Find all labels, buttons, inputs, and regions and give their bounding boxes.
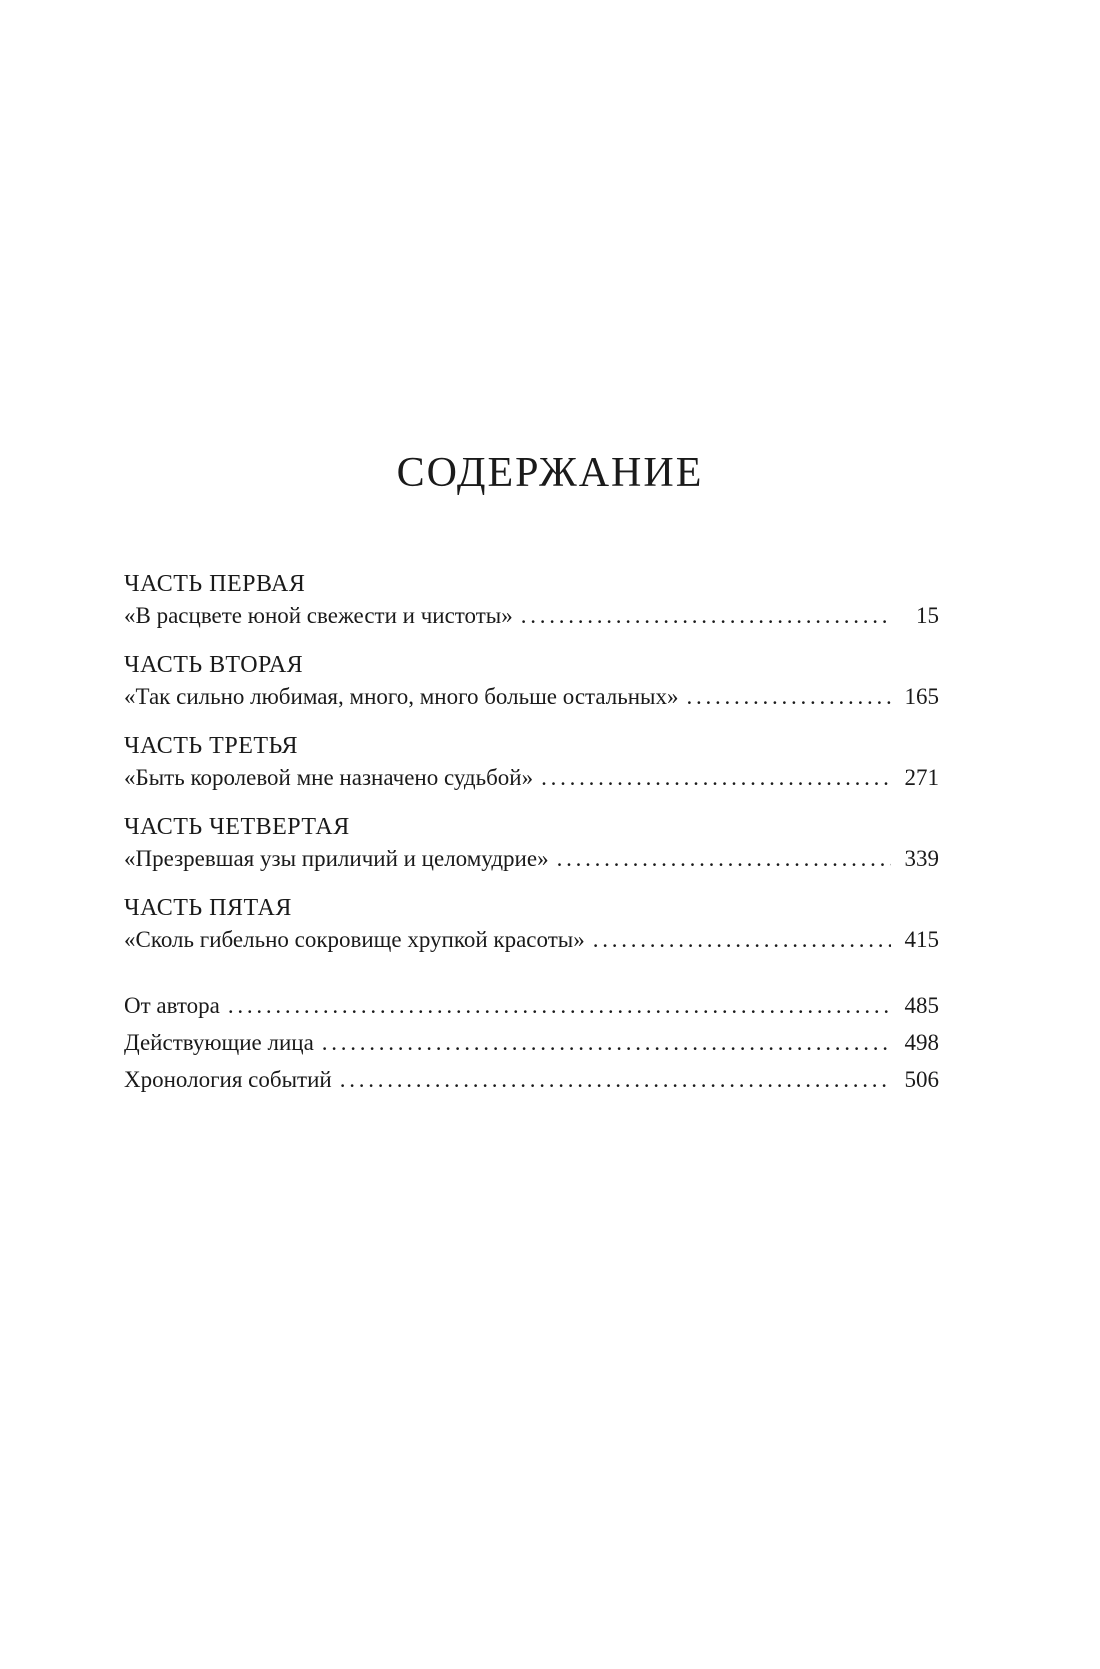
entry-title: «Так сильно любимая, много, много больше остальных» bbox=[124, 684, 679, 709]
entry-title: Действующие лица bbox=[124, 1030, 314, 1055]
dot-leader bbox=[557, 843, 891, 874]
toc-entry[interactable] bbox=[124, 987, 939, 1024]
entry-title: Хронология событий bbox=[124, 1067, 332, 1092]
toc-appendix-list bbox=[124, 987, 939, 1098]
entry-title: «Презревшая узы приличий и целомудрие» bbox=[124, 846, 549, 871]
part-label: ЧАСТЬ ВТОРАЯ bbox=[124, 652, 304, 678]
entry-title: «Сколь гибельно сокровище хрупкой красоты» bbox=[124, 927, 585, 952]
entry-title: «В расцвете юной свежести и чистоты» bbox=[124, 603, 513, 628]
toc-entry[interactable] bbox=[124, 762, 939, 793]
entry-page-number: 498 bbox=[904, 1030, 939, 1055]
dot-leader bbox=[521, 600, 891, 631]
toc-part-1 bbox=[124, 568, 939, 631]
entry-page-number: 415 bbox=[904, 927, 939, 952]
entry-title: «Быть королевой мне назначено судьбой» bbox=[124, 765, 534, 790]
entry-page-number: 15 bbox=[916, 603, 939, 628]
dot-leader bbox=[322, 1024, 891, 1061]
dot-leader bbox=[593, 924, 891, 955]
toc-entry[interactable] bbox=[124, 1024, 939, 1061]
part-label: ЧАСТЬ ПЯТАЯ bbox=[124, 895, 292, 921]
dot-leader bbox=[541, 762, 891, 793]
entry-page-number: 485 bbox=[904, 993, 939, 1018]
toc-entry[interactable] bbox=[124, 681, 939, 712]
entry-page-number: 271 bbox=[904, 765, 939, 790]
entry-page-number: 506 bbox=[904, 1067, 939, 1092]
toc-entry[interactable] bbox=[124, 843, 939, 874]
entry-page-number: 165 bbox=[904, 684, 939, 709]
part-label: ЧАСТЬ ПЕРВАЯ bbox=[124, 571, 306, 597]
part-label: ЧАСТЬ ТРЕТЬЯ bbox=[124, 733, 299, 759]
dot-leader bbox=[687, 681, 892, 712]
dot-leader bbox=[228, 987, 891, 1024]
toc-part-5 bbox=[124, 892, 939, 955]
entry-title: От автора bbox=[124, 993, 220, 1018]
toc-part-4 bbox=[124, 811, 939, 874]
dot-leader bbox=[340, 1061, 891, 1098]
toc-entry[interactable] bbox=[124, 1061, 939, 1098]
toc-entry[interactable] bbox=[124, 924, 939, 955]
entry-page-number: 339 bbox=[904, 846, 939, 871]
contents-heading: СОДЕРЖАНИЕ bbox=[396, 450, 704, 496]
toc-part-2 bbox=[124, 649, 939, 712]
toc-entry[interactable] bbox=[124, 600, 939, 631]
toc-part-3 bbox=[124, 730, 939, 793]
table-of-contents bbox=[124, 568, 939, 1098]
part-label: ЧАСТЬ ЧЕТВЕРТАЯ bbox=[124, 814, 350, 840]
